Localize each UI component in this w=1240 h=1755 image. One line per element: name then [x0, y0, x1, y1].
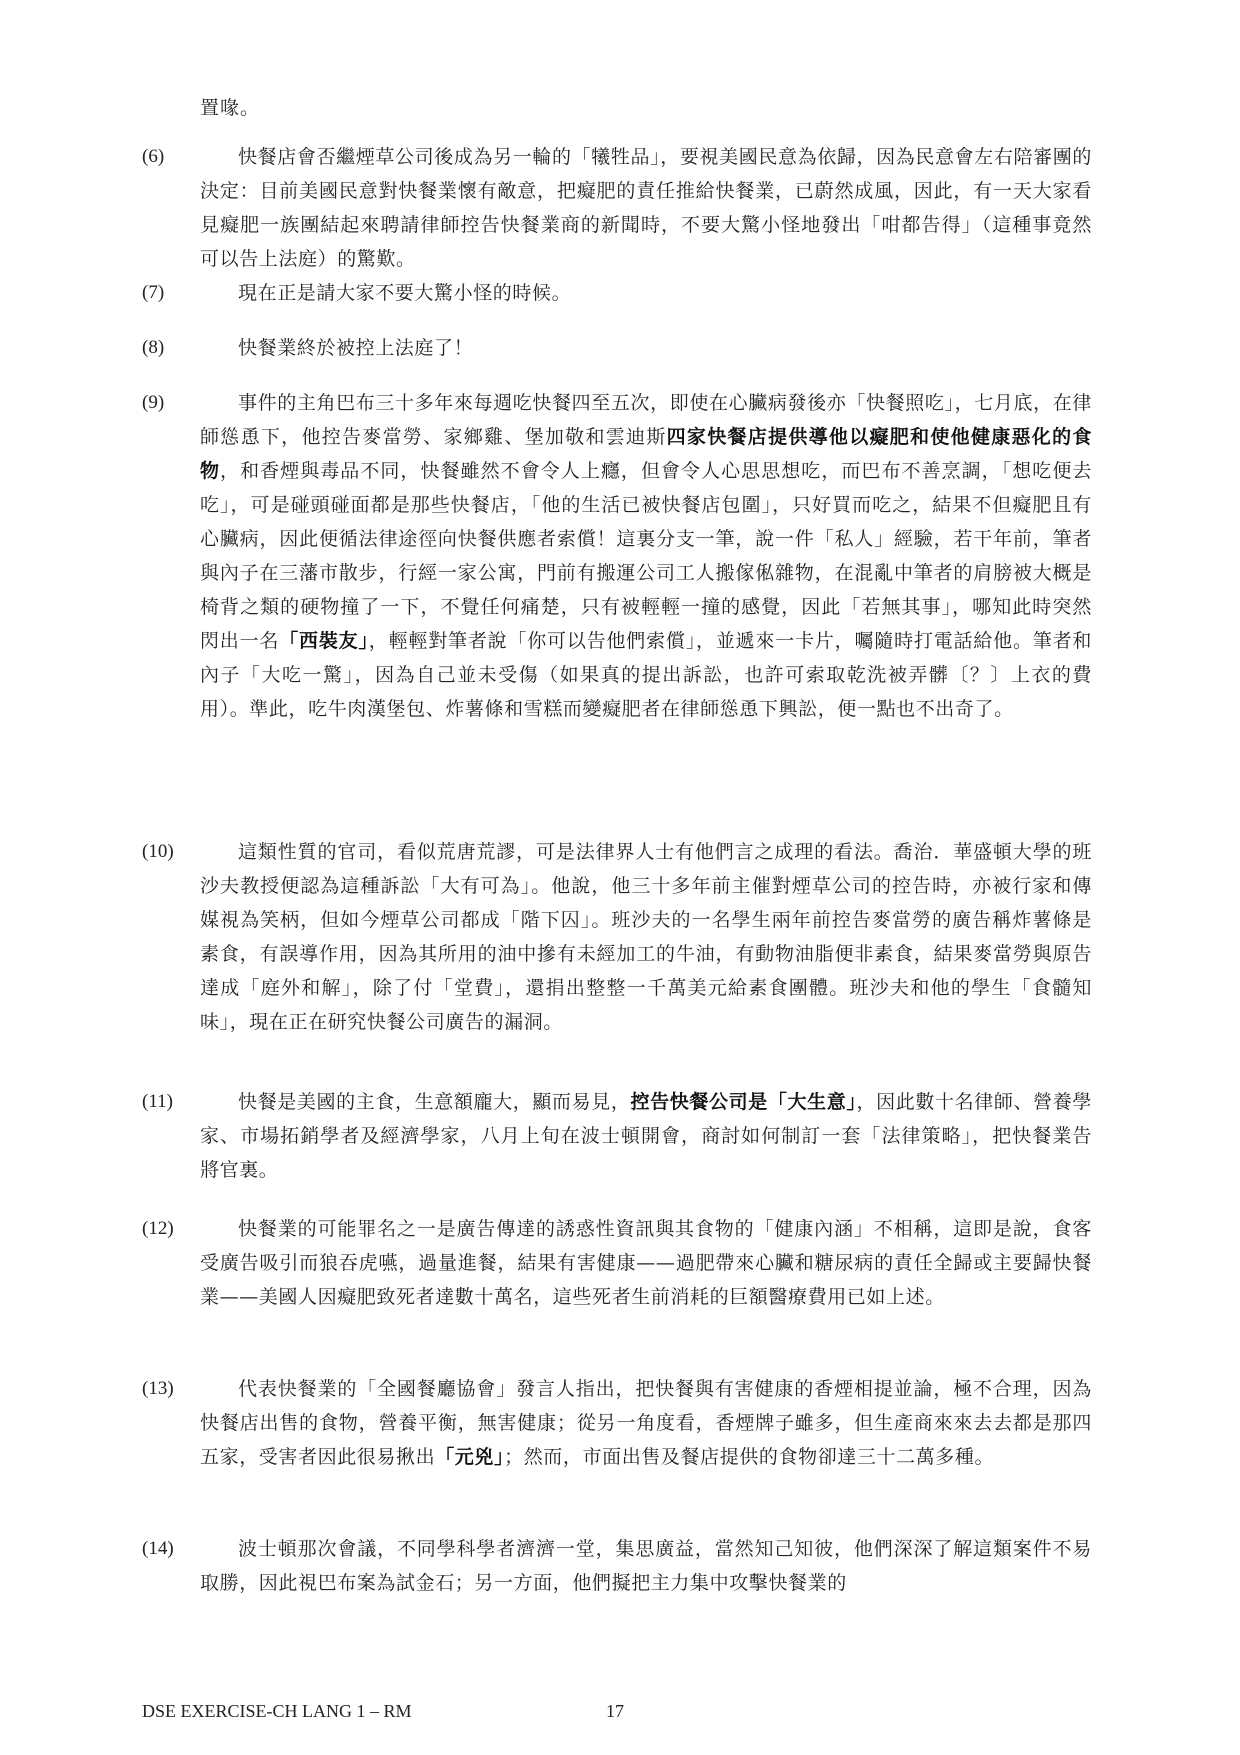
paragraph-number: (6): [142, 146, 165, 167]
paragraph-text: [200, 1372, 1092, 1474]
text-span: 現在正是請大家不要大驚小怪的時候。: [238, 282, 572, 304]
text-span: 快餐是美國的主食，生意額龐大，顯而易見，: [238, 1091, 631, 1113]
text-span: 快餐業的可能罪名之一是廣告傳達的誘惑性資訊與其食物的「健康內涵」不相稱，這即是說，食客受廣告吸引而狼吞虎嚥，過量進餐，結果有害健康——過肥帶來心臟和糖尿病的責任全歸或主要歸快餐業——美國人因癡肥致死者達數十萬名，這些死者生前消耗的巨額醫療費用已如上述。: [200, 1218, 1092, 1308]
paragraph-text: [200, 1085, 1092, 1187]
bold-text-span: 控告快餐公司是「大生意」: [630, 1091, 857, 1113]
bold-text-span: 「西裝友」: [279, 630, 369, 652]
bold-text-span: 「元兇」: [435, 1446, 505, 1468]
text-span: ；然而，市面出售及餐店提供的食物卻達三十二萬多種。: [504, 1446, 995, 1468]
paragraph-text: [200, 835, 1092, 1039]
paragraph-number: (10): [142, 841, 174, 862]
text-span: ，輕輕對筆者說「你可以告他們索償」，並遞來一卡片，囑隨時打電話給他。筆者和內子「大吃一驚」，因為自己並未受傷（如果真的提出訴訟，也許可索取乾洗被弄髒〔？〕上衣的費用）。準此，吃牛肉漢堡包、炸薯條和雪糕而變癡肥者在律師慫恿下興訟，便一點也不出奇了。: [200, 630, 1092, 720]
bold-text-span: 四家快餐店提供導他以癡肥和使他健康惡化的食物: [200, 426, 1092, 482]
paragraph-text: [200, 1212, 1092, 1314]
text-span: ，和香煙與毒品不同，快餐雖然不會令人上癮，但會令人心思思想吃，而巴布不善烹調，「想吃便去吃」，可是碰頭碰面都是那些快餐店，「他的生活已被快餐店包圍」，只好買而吃之，結果不但癡肥且有心臟病，因此便循法律途徑向快餐供應者索償！這裏分支一筆，說一件「私人」經驗，若干年前，筆者與內子在三藩市散步，行經一家公寓，門前有搬運公司工人搬傢俬雜物，在混亂中筆者的肩膀被大概是椅背之類的硬物撞了一下，不覺任何痛楚，只有被輕輕一撞的感覺，因此「若無其事」，哪知此時突然閃出一名: [200, 460, 1092, 652]
paragraph-number: (14): [142, 1538, 174, 1559]
text-span: 這類性質的官司，看似荒唐荒謬，可是法律界人士有他們言之成理的看法。喬治．華盛頓大學的班沙夫教授便認為這種訴訟「大有可為」。他說，他三十多年前主催對煙草公司的控告時，亦被行家和傳媒視為笑柄，但如今煙草公司都成「階下囚」。班沙夫的一名學生兩年前控告麥當勞的廣告稱炸薯條是素食，有誤導作用，因為其所用的油中摻有未經加工的牛油，有動物油脂便非素食，結果麥當勞與原告達成「庭外和解」，除了付「堂費」，還捐出整整一千萬美元給素食團體。班沙夫和他的學生「食髓知味」，現在正在研究快餐公司廣告的漏洞。: [200, 841, 1092, 1033]
continuation-text: 置喙。: [200, 97, 261, 119]
text-span: 快餐業終於被控上法庭了！: [238, 337, 474, 359]
paragraph-text: [200, 386, 1092, 726]
paragraph-number: (7): [142, 282, 165, 303]
text-span: 事件的主角巴布三十多年來每週吃快餐四至五次，即使在心臟病發後亦「快餐照吃」，七月底，在律師慫恿下，他控告麥當勞、家鄉雞、堡加敬和雲迪斯: [200, 392, 1092, 448]
paragraph-number: (8): [142, 337, 165, 358]
paragraph-number: (9): [142, 392, 165, 413]
paragraph-text: [200, 140, 1092, 276]
text-span: ，因此數十名律師、營養學家、市場拓銷學者及經濟學家，八月上旬在波士頓開會，商討如何制訂一套「法律策略」，把快餐業告將官裏。: [200, 1091, 1093, 1181]
text-span: 代表快餐業的「全國餐廳協會」發言人指出，把快餐與有害健康的香煙相提並論，極不合理，因為快餐店出售的食物，營養平衡，無害健康；從另一角度看，香煙牌子雖多，但生產商來來去去都是那四五家，受害者因此很易揪出: [200, 1378, 1092, 1468]
paragraph-number: (12): [142, 1218, 174, 1239]
footer-document-code: DSE EXERCISE-CH LANG 1 – RM: [142, 1701, 412, 1721]
paragraph-text: [200, 1532, 1092, 1600]
text-span: 快餐店會否繼煙草公司後成為另一輪的「犧牲品」，要視美國民意為依歸，因為民意會左右陪審團的決定：目前美國民意對快餐業懷有敵意，把癡肥的責任推給快餐業，已蔚然成風，因此，有一天大家看見癡肥一族團結起來聘請律師控告快餐業商的新聞時，不要大驚小怪地發出「咁都告得」（這種事竟然可以告上法庭）的驚歎。: [200, 146, 1092, 270]
paragraph-text: [200, 331, 1092, 365]
paragraph-number: (11): [142, 1091, 173, 1112]
text-span: 波士頓那次會議，不同學科學者濟濟一堂，集思廣益，當然知己知彼，他們深深了解這類案件不易取勝，因此視巴布案為試金石；另一方面，他們擬把主力集中攻擊快餐業的: [200, 1538, 1092, 1594]
paragraph-text: [200, 276, 1092, 310]
paragraph-number: (13): [142, 1378, 174, 1399]
footer-page-number: 17: [606, 1701, 624, 1721]
